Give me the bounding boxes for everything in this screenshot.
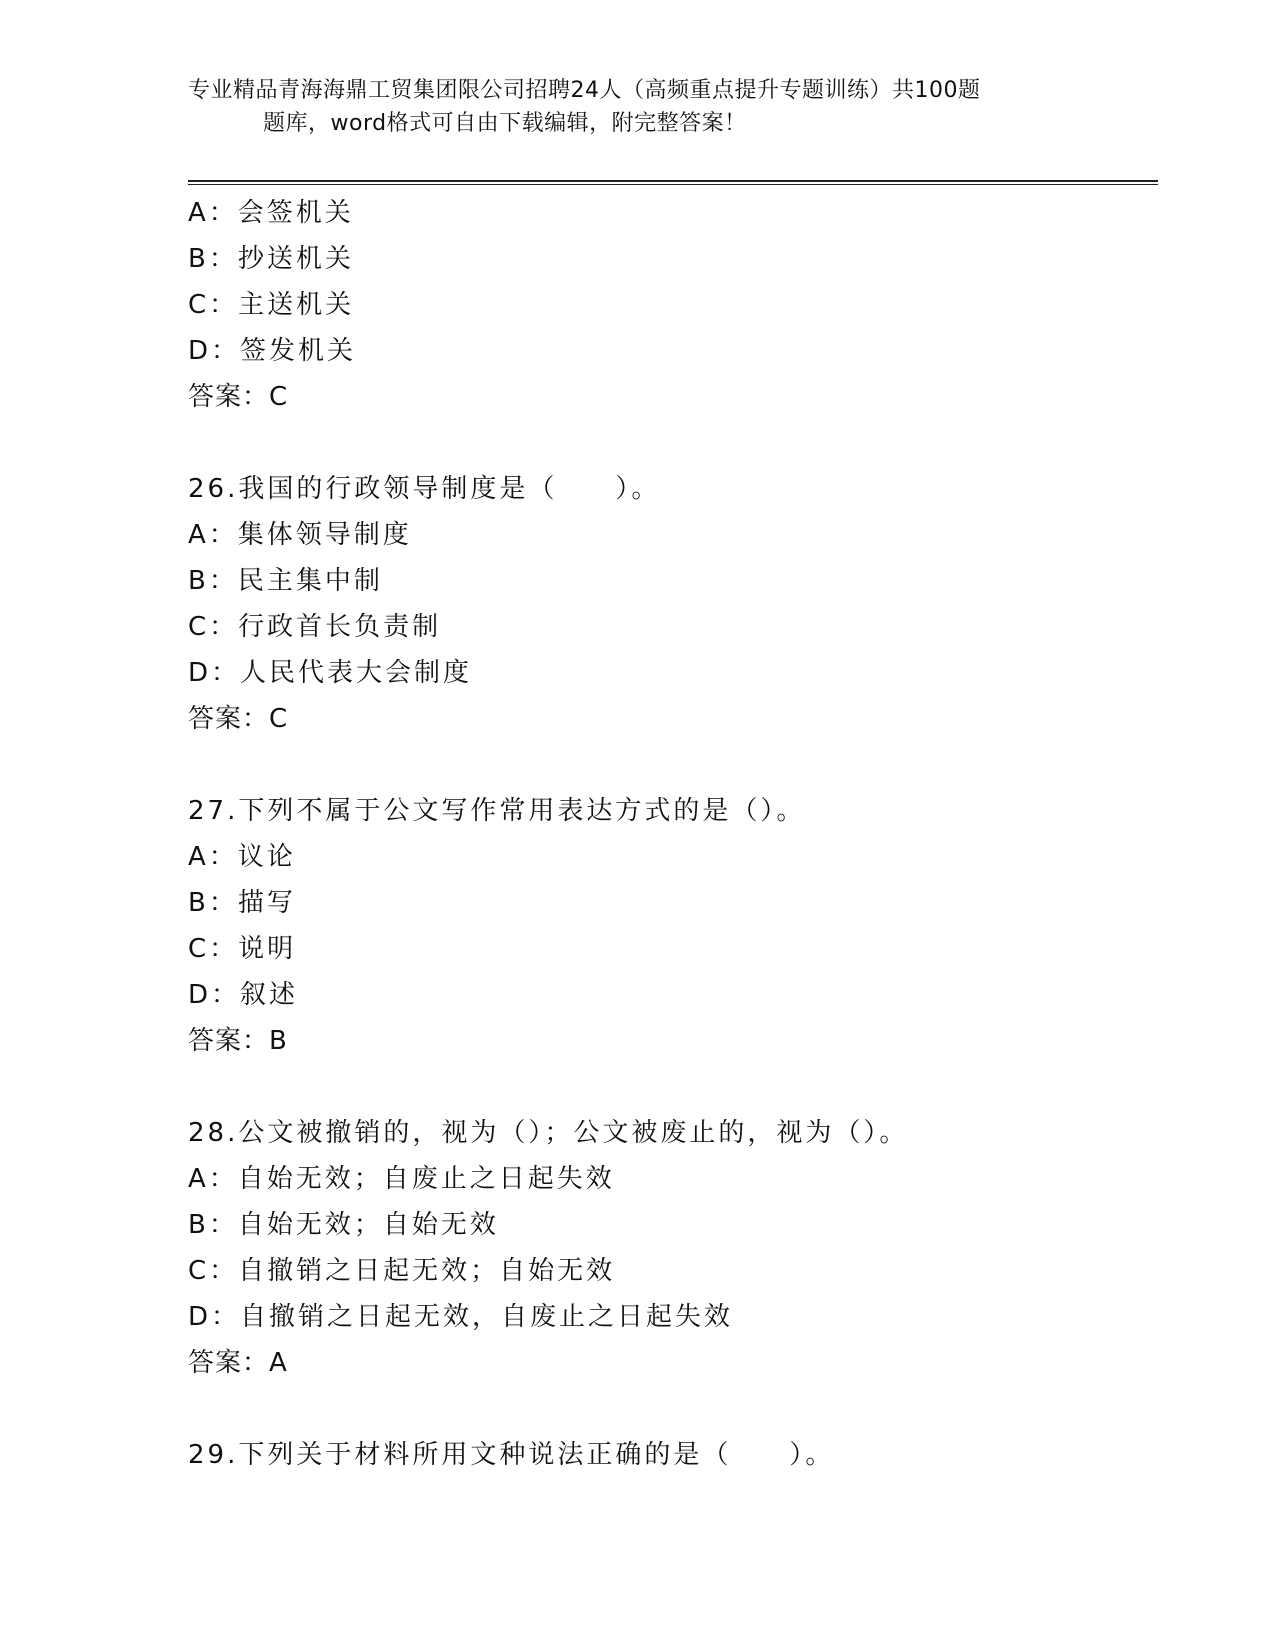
question-29: [188, 1432, 1148, 1478]
question-content: [188, 190, 1148, 1478]
option-b: B：描写: [188, 888, 296, 918]
option-b: B：抄送机关: [188, 244, 354, 274]
question-25: [188, 190, 1148, 420]
option-b: B：自始无效；自始无效: [188, 1210, 499, 1240]
page-header: [188, 74, 1088, 140]
header-title-line1: 专业精品青海海鼎工贸集团限公司招聘24人（高频重点提升专题训练）共100题: [188, 78, 981, 103]
option-c: C：自撤销之日起无效；自始无效: [188, 1256, 616, 1286]
option-d: D：签发机关: [188, 336, 357, 366]
header-title-line2: 题库，word格式可自由下载编辑，附完整答案！: [263, 111, 747, 136]
option-a: A：自始无效；自废止之日起失效: [188, 1164, 615, 1194]
option-c: C：主送机关: [188, 290, 355, 320]
option-c: C：行政首长负责制: [188, 612, 442, 642]
option-d: D：人民代表大会制度: [188, 658, 473, 688]
option-d: D：叙述: [188, 980, 299, 1010]
option-c: C：说明: [188, 934, 297, 964]
question-28: [188, 1110, 1148, 1386]
question-text: 29.下列关于材料所用文种说法正确的是（ ）。: [188, 1440, 835, 1470]
question-26: [188, 466, 1148, 742]
answer: 答案：A: [188, 1348, 288, 1378]
option-a: A：议论: [188, 842, 296, 872]
option-b: B：民主集中制: [188, 566, 383, 596]
option-a: A：集体领导制度: [188, 520, 412, 550]
option-a: A：会签机关: [188, 198, 354, 228]
answer: 答案：C: [188, 704, 289, 734]
option-d: D：自撤销之日起无效，自废止之日起失效: [188, 1302, 734, 1332]
question-text: 28.公文被撤销的，视为（）；公文被废止的，视为（）。: [188, 1118, 909, 1148]
answer: 答案：C: [188, 382, 289, 412]
question-text: 26.我国的行政领导制度是（ ）。: [188, 474, 661, 504]
question-27: [188, 788, 1148, 1064]
answer: 答案：B: [188, 1026, 288, 1056]
header-rule: [188, 180, 1158, 185]
question-text: 27.下列不属于公文写作常用表达方式的是（）。: [188, 796, 806, 826]
